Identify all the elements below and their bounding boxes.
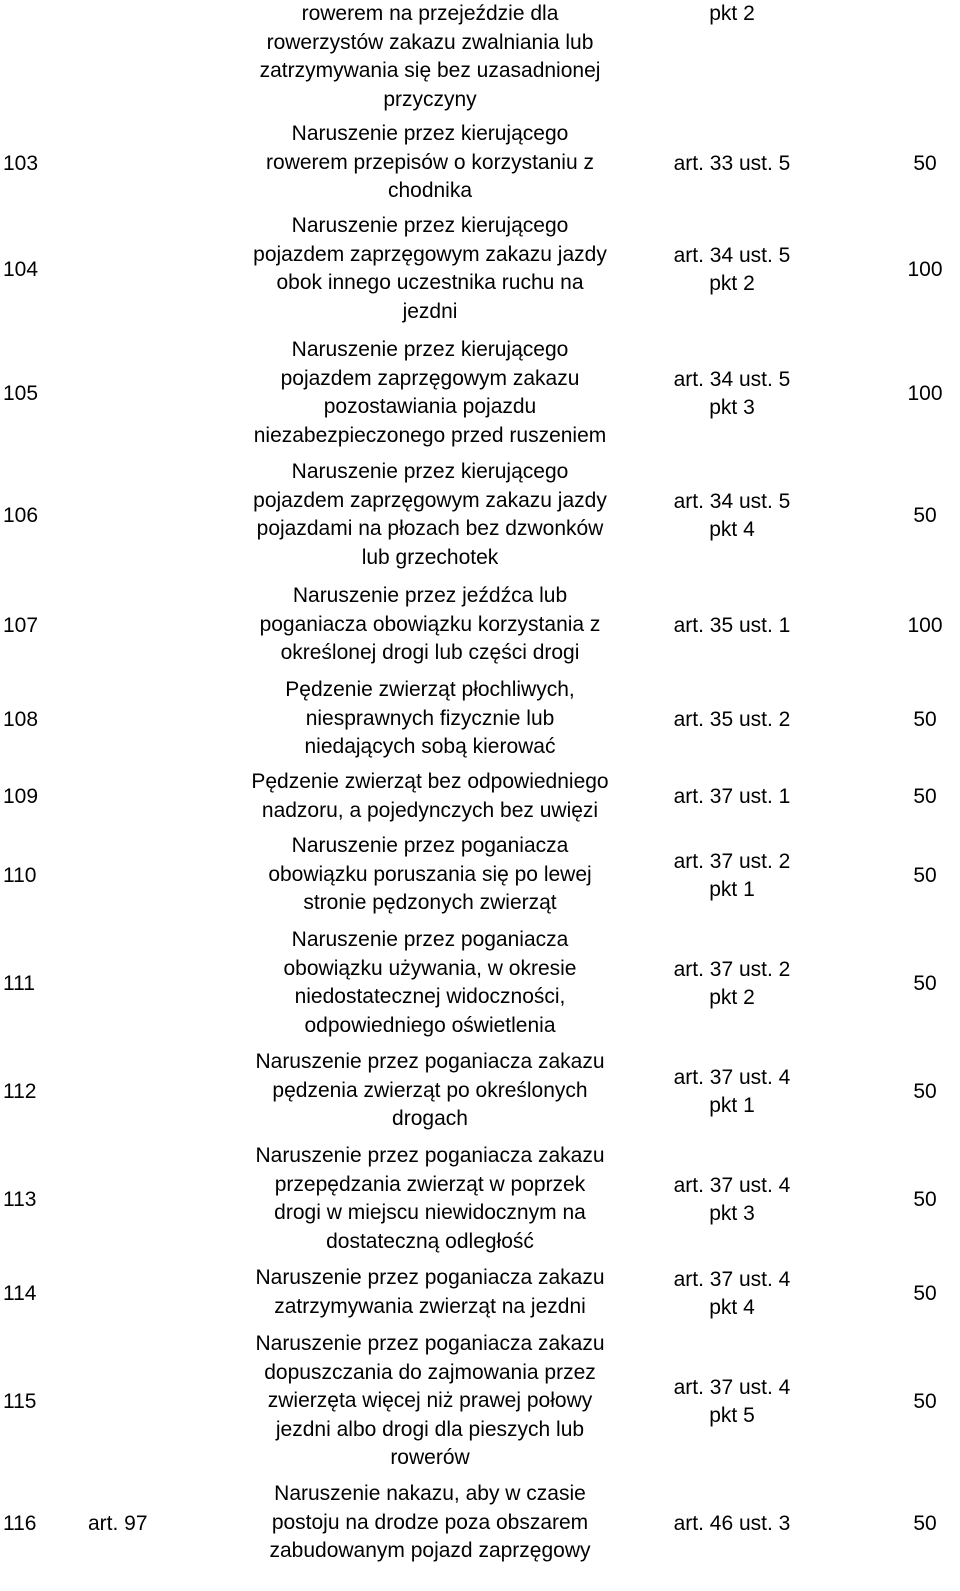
offense-description: Naruszenie przez jeźdźca lub poganiacza obowiązku korzystania z określonej drogi lub części drogi	[259, 584, 601, 664]
legal-reference: art. 35 ust. 2	[673, 707, 791, 731]
article-reference: art. 97	[88, 1511, 148, 1535]
table-row	[0, 926, 960, 1042]
offense-description: Naruszenie przez poganiacza zakazu zatrzymywania zwierząt na jezdni	[255, 1266, 605, 1318]
description-line: rowerem na przejeździe dla	[301, 2, 559, 25]
row-number: 115	[3, 1389, 37, 1413]
offense-description: Naruszenie przez kierującego pojazdem zaprzęgowym zakazu jazdy obok innego uczestnika ruchu na jezdni	[253, 214, 607, 323]
table-row	[0, 832, 960, 920]
legal-reference: art. 34 ust. 5 pkt 2	[673, 243, 791, 295]
offense-description: Naruszenie przez kierującego pojazdem zaprzęgowym zakazu jazdy pojazdami na płozach bez dzwonków lub grzechotek	[253, 460, 607, 569]
offense-description: Naruszenie przez poganiacza obowiązku używania, w okresie niedostatecznej widoczności, odpowiedniego oświetlenia	[283, 928, 577, 1037]
fine-amount: 50	[913, 1187, 937, 1211]
row-number: 112	[3, 1079, 37, 1103]
fine-amount: 50	[913, 1079, 937, 1103]
table-row-continuation	[0, 0, 960, 115]
fine-amount: 50	[913, 1389, 937, 1413]
offense-description: Naruszenie przez poganiacza obowiązku poruszania się po lewej stronie pędzonych zwierząt	[268, 834, 592, 914]
reference-line: pkt 2	[709, 2, 755, 25]
fine-amount: 50	[913, 503, 937, 527]
offense-description: Naruszenie przez poganiacza zakazu przepędzania zwierząt w poprzek drogi w miejscu niewidocznym na dostateczną odległość	[255, 1144, 605, 1253]
description-line: rowerzystów zakazu zwalniania lub	[266, 30, 594, 54]
legal-reference	[652, 0, 812, 29]
fine-amount: 50	[913, 784, 937, 808]
legal-reference: art. 37 ust. 4 pkt 4	[673, 1267, 791, 1319]
row-number: 111	[3, 971, 35, 995]
row-number: 103	[3, 151, 39, 175]
offense-description	[210, 0, 650, 114]
table-row	[0, 676, 960, 764]
row-number: 105	[3, 381, 39, 405]
table-row	[0, 458, 960, 574]
fine-amount: 50	[913, 707, 937, 731]
row-number: 113	[3, 1187, 37, 1211]
row-number: 110	[3, 863, 37, 887]
table-row	[0, 582, 960, 670]
fine-amount: 50	[913, 151, 937, 175]
table-row	[0, 120, 960, 208]
legal-reference: art. 33 ust. 5	[673, 151, 791, 175]
offense-description: Naruszenie przez kierującego rowerem przepisów o korzystaniu z chodnika	[266, 122, 594, 202]
legal-reference: art. 37 ust. 1	[673, 784, 791, 808]
row-number: 109	[3, 784, 39, 808]
offense-description: Pędzenie zwierząt płochliwych, niesprawnych fizycznie lub niedających sobą kierować	[285, 678, 575, 758]
legal-reference: art. 37 ust. 4 pkt 3	[673, 1173, 791, 1225]
legal-reference: art. 34 ust. 5 pkt 4	[673, 489, 791, 541]
table-row	[0, 1480, 960, 1568]
offense-description: Naruszenie przez kierującego pojazdem zaprzęgowym zakazu pozostawiania pojazdu niezabezpieczonego przed ruszeniem	[253, 338, 607, 447]
row-number: 114	[3, 1281, 37, 1305]
table-row	[0, 212, 960, 328]
table-row	[0, 1264, 960, 1324]
table-row	[0, 1142, 960, 1258]
table-row	[0, 1048, 960, 1136]
row-number: 106	[3, 503, 39, 527]
fine-amount: 50	[913, 1511, 937, 1535]
row-number: 107	[3, 613, 39, 637]
fine-amount: 100	[907, 613, 943, 637]
legal-reference: art. 37 ust. 4 pkt 5	[673, 1375, 791, 1427]
fine-amount: 50	[913, 863, 937, 887]
offense-description: Naruszenie przez poganiacza zakazu pędzenia zwierząt po określonych drogach	[255, 1050, 605, 1130]
fine-amount: 100	[907, 381, 943, 405]
table-row	[0, 1330, 960, 1474]
description-line: przyczyny	[383, 87, 477, 111]
row-number: 116	[3, 1511, 37, 1535]
legal-reference: art. 37 ust. 2 pkt 1	[673, 849, 791, 901]
legal-reference: art. 34 ust. 5 pkt 3	[673, 367, 791, 419]
offense-description: Pędzenie zwierząt bez odpowiedniego nadzoru, a pojedynczych bez uwięzi	[251, 770, 609, 822]
table-row	[0, 336, 960, 452]
fine-amount: 50	[913, 1281, 937, 1305]
legal-reference: art. 37 ust. 4 pkt 1	[673, 1065, 791, 1117]
table-row	[0, 768, 960, 826]
legal-reference: art. 37 ust. 2 pkt 2	[673, 957, 791, 1009]
fine-amount: 100	[907, 257, 943, 281]
description-line: zatrzymywania się bez uzasadnionej	[259, 59, 601, 82]
offense-description: Naruszenie przez poganiacza zakazu dopuszczania do zajmowania przez zwierzęta więcej niż prawej połowy jezdni albo drogi dla pieszych lub rowerów	[255, 1332, 605, 1469]
fine-amount: 50	[913, 971, 937, 995]
row-number: 108	[3, 707, 39, 731]
row-number: 104	[3, 257, 39, 281]
legal-reference: art. 46 ust. 3	[673, 1511, 791, 1535]
legal-reference: art. 35 ust. 1	[673, 613, 791, 637]
offense-description: Naruszenie nakazu, aby w czasie postoju na drodze poza obszarem zabudowanym pojazd zaprzęgowy	[269, 1482, 591, 1562]
